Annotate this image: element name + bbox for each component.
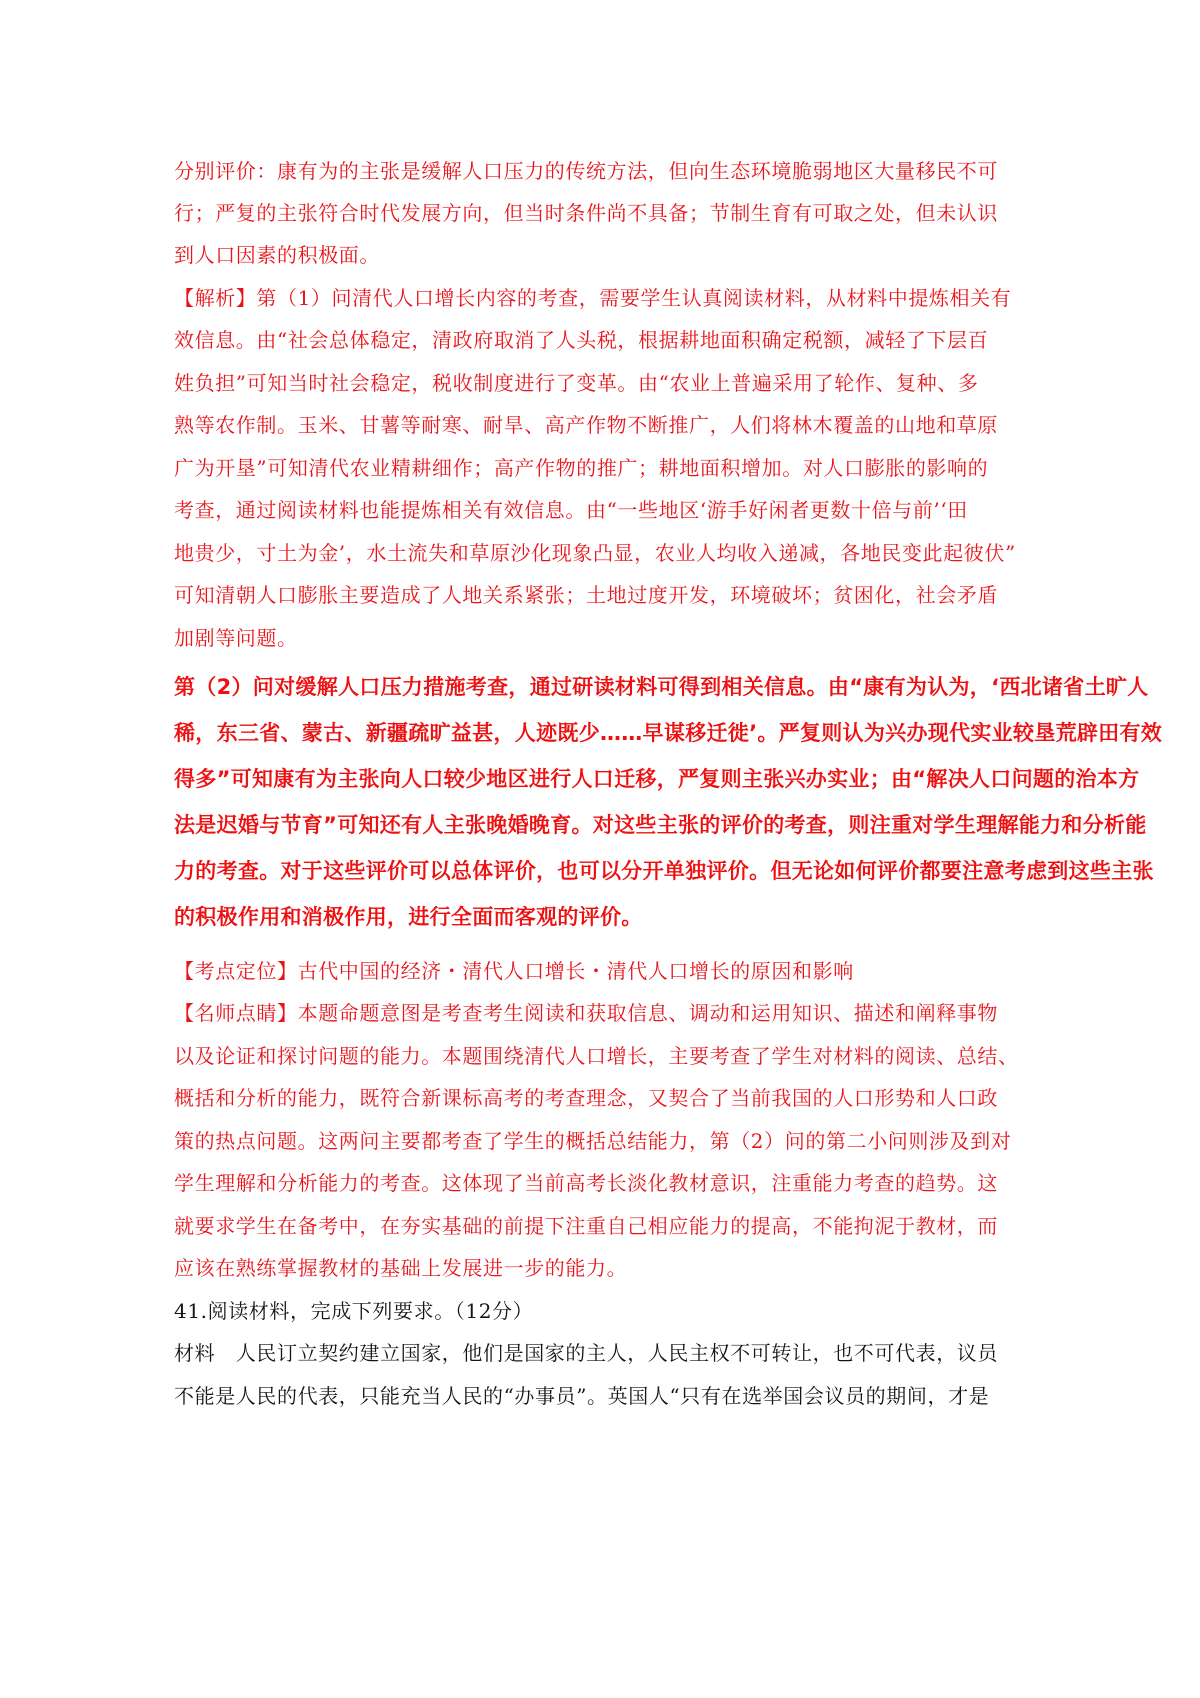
analysis-line-9: 加剧等问题。 xyxy=(174,626,298,650)
key-point-line: 【考点定位】古代中国的经济・清代人口增长・清代人口增长的原因和影响 xyxy=(174,959,854,983)
teacher-note-line-3: 概括和分析的能力，既符合新课标高考的考查理念，又契合了当前我国的人口形势和人口政 xyxy=(174,1086,998,1110)
analysis-line-7: 地贵少，寸土为金’，水土流失和草原沙化现象凸显，农业人均收入递减，各地民变此起彼伏” xyxy=(174,541,1016,565)
second-question-line-5: 力的考查。对于这些评价可以总体评价，也可以分开单独评价。但无论如何评价都要注意考虑到这些主张 xyxy=(174,859,1154,883)
evaluation-line-1: 分别评价：康有为的主张是缓解人口压力的传统方法，但向生态环境脆弱地区大量移民不可 xyxy=(174,159,998,183)
analysis-line-8: 可知清朝人口膨胀主要造成了人地关系紧张；土地过度开发，环境破坏；贫困化，社会矛盾 xyxy=(174,583,998,607)
teacher-note-line-2: 以及论证和探讨问题的能力。本题围绕清代人口增长，主要考查了学生对材料的阅读、总结、 xyxy=(174,1044,1019,1068)
evaluation-line-3: 到人口因素的积极面。 xyxy=(174,243,380,267)
teacher-note-line-5: 学生理解和分析能力的考查。这体现了当前高考长淡化教材意识，注重能力考查的趋势。这 xyxy=(174,1171,998,1195)
evaluation-line-2: 行；严复的主张符合时代发展方向，但当时条件尚不具备；节制生育有可取之处，但未认识 xyxy=(174,201,998,225)
teacher-note-line-4: 策的热点问题。这两问主要都考查了学生的概括总结能力，第（2）问的第二小问则涉及到对 xyxy=(174,1129,1012,1153)
analysis-line-1: 【解析】第（1）问清代人口增长内容的考查，需要学生认真阅读材料，从材料中提炼相关有 xyxy=(174,286,1012,310)
analysis-line-3: 姓负担”可知当时社会稳定，税收制度进行了变革。由“农业上普遍采用了轮作、复种、多 xyxy=(174,371,979,395)
question-41-heading: 41.阅读材料，完成下列要求。（12分） xyxy=(174,1299,534,1323)
second-question-line-6: 的积极作用和消极作用，进行全面而客观的评价。 xyxy=(174,905,643,929)
second-question-line-4: 法是迟婚与节育”可知还有人主张晚婚晚育。对这些主张的评价的考查，则注重对学生理解能力和分析能 xyxy=(174,813,1147,837)
analysis-line-4: 熟等农作制。玉米、甘薯等耐寒、耐旱、高产作物不断推广，人们将林木覆盖的山地和草原 xyxy=(174,413,998,437)
material-line-2: 不能是人民的代表，只能充当人民的“办事员”。英国人“只有在选举国会议员的期间，才是 xyxy=(174,1384,990,1408)
analysis-line-2: 效信息。由“社会总体稳定，清政府取消了人头税，根据耕地面积确定税额，减轻了下层百 xyxy=(174,328,989,352)
teacher-note-line-7: 应该在熟练掌握教材的基础上发展进一步的能力。 xyxy=(174,1256,628,1280)
second-question-line-3: 得多”可知康有为主张向人口较少地区进行人口迁移，严复则主张兴办实业；由“解决人口问题的治本方 xyxy=(174,767,1140,791)
teacher-note-line-1: 【名师点睛】本题命题意图是考查考生阅读和获取信息、调动和运用知识、描述和阐释事物 xyxy=(174,1001,998,1025)
second-question-line-2: 稀，东三省、蒙古、新疆疏旷益甚，人迹既少……早谋移迁徙’。严复则认为兴办现代实业较垦荒辟田有效 xyxy=(174,721,1163,745)
material-line-1: 材料 人民订立契约建立国家，他们是国家的主人，人民主权不可转让，也不可代表，议员 xyxy=(174,1341,998,1365)
teacher-note-line-6: 就要求学生在备考中，在夯实基础的前提下注重自己相应能力的提高，不能拘泥于教材，而 xyxy=(174,1214,998,1238)
second-question-line-1: 第（2）问对缓解人口压力措施考查，通过研读材料可得到相关信息。由“康有为认为，‘西北诸省土旷人 xyxy=(174,675,1149,699)
analysis-line-5: 广为开垦”可知清代农业精耕细作；高产作物的推广；耕地面积增加。对人口膨胀的影响的 xyxy=(174,456,989,480)
analysis-line-6: 考查，通过阅读材料也能提炼相关有效信息。由“一些地区‘游手好闲者更数十倍与前’‘田 xyxy=(174,498,968,522)
